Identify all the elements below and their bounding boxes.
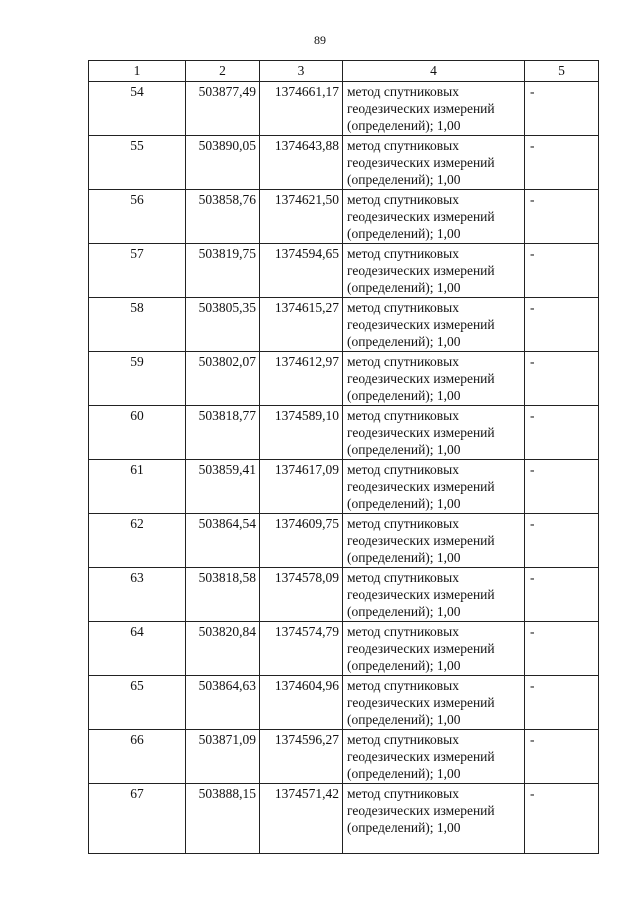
- table-row: [89, 298, 599, 352]
- note-cell: -: [525, 730, 599, 784]
- point-number-cell: 55: [89, 136, 186, 190]
- point-number-cell: 65: [89, 676, 186, 730]
- coordinate-x-cell: 503820,84: [186, 622, 260, 676]
- method-cell: метод спутниковых геодезических измерений (определений); 1,00: [343, 460, 525, 514]
- note-cell: -: [525, 460, 599, 514]
- coordinate-y-cell: 1374578,09: [260, 568, 343, 622]
- table-row: [89, 784, 599, 854]
- coordinate-x-cell: 503819,75: [186, 244, 260, 298]
- note-cell: -: [525, 784, 599, 854]
- note-cell: -: [525, 568, 599, 622]
- note-cell: -: [525, 190, 599, 244]
- coordinate-x-cell: 503864,63: [186, 676, 260, 730]
- table-row: [89, 676, 599, 730]
- method-cell: метод спутниковых геодезических измерений (определений); 1,00: [343, 622, 525, 676]
- coordinate-x-cell: 503859,41: [186, 460, 260, 514]
- coordinate-x-cell: 503890,05: [186, 136, 260, 190]
- table-header-row: [89, 61, 599, 82]
- method-cell: метод спутниковых геодезических измерений (определений); 1,00: [343, 298, 525, 352]
- method-cell: метод спутниковых геодезических измерений (определений); 1,00: [343, 730, 525, 784]
- coordinate-x-cell: 503818,58: [186, 568, 260, 622]
- point-number-cell: 64: [89, 622, 186, 676]
- note-cell: -: [525, 514, 599, 568]
- table-row: [89, 622, 599, 676]
- table-row: [89, 568, 599, 622]
- note-cell: -: [525, 244, 599, 298]
- column-header: 5: [525, 61, 599, 82]
- table-row: [89, 514, 599, 568]
- coordinate-y-cell: 1374661,17: [260, 82, 343, 136]
- coordinate-y-cell: 1374643,88: [260, 136, 343, 190]
- method-cell: метод спутниковых геодезических измерений (определений); 1,00: [343, 568, 525, 622]
- point-number-cell: 58: [89, 298, 186, 352]
- coordinate-x-cell: 503877,49: [186, 82, 260, 136]
- column-header: 2: [186, 61, 260, 82]
- column-header: 1: [89, 61, 186, 82]
- point-number-cell: 66: [89, 730, 186, 784]
- coordinate-y-cell: 1374615,27: [260, 298, 343, 352]
- note-cell: -: [525, 298, 599, 352]
- coordinate-x-cell: 503805,35: [186, 298, 260, 352]
- note-cell: -: [525, 136, 599, 190]
- point-number-cell: 54: [89, 82, 186, 136]
- note-cell: -: [525, 352, 599, 406]
- coordinate-y-cell: 1374574,79: [260, 622, 343, 676]
- point-number-cell: 60: [89, 406, 186, 460]
- method-cell: метод спутниковых геодезических измерений (определений); 1,00: [343, 82, 525, 136]
- coordinate-y-cell: 1374609,75: [260, 514, 343, 568]
- coordinates-table: [88, 60, 599, 854]
- table-row: [89, 244, 599, 298]
- note-cell: -: [525, 82, 599, 136]
- point-number-cell: 59: [89, 352, 186, 406]
- method-cell: метод спутниковых геодезических измерений (определений); 1,00: [343, 244, 525, 298]
- method-cell: метод спутниковых геодезических измерений (определений); 1,00: [343, 514, 525, 568]
- column-header: 3: [260, 61, 343, 82]
- table-row: [89, 460, 599, 514]
- coordinate-y-cell: 1374617,09: [260, 460, 343, 514]
- coordinate-y-cell: 1374612,97: [260, 352, 343, 406]
- note-cell: -: [525, 406, 599, 460]
- coordinate-y-cell: 1374621,50: [260, 190, 343, 244]
- coordinate-x-cell: 503858,76: [186, 190, 260, 244]
- coordinate-y-cell: 1374589,10: [260, 406, 343, 460]
- page-number: 89: [314, 33, 326, 47]
- coordinate-x-cell: 503888,15: [186, 784, 260, 854]
- point-number-cell: 57: [89, 244, 186, 298]
- method-cell: метод спутниковых геодезических измерений (определений); 1,00: [343, 352, 525, 406]
- coordinate-x-cell: 503818,77: [186, 406, 260, 460]
- coordinate-x-cell: 503871,09: [186, 730, 260, 784]
- point-number-cell: 63: [89, 568, 186, 622]
- method-cell: метод спутниковых геодезических измерений (определений); 1,00: [343, 136, 525, 190]
- column-header: 4: [343, 61, 525, 82]
- point-number-cell: 62: [89, 514, 186, 568]
- coordinate-y-cell: 1374596,27: [260, 730, 343, 784]
- coordinate-x-cell: 503802,07: [186, 352, 260, 406]
- note-cell: -: [525, 622, 599, 676]
- coordinate-y-cell: 1374594,65: [260, 244, 343, 298]
- note-cell: -: [525, 676, 599, 730]
- table-row: [89, 190, 599, 244]
- coordinate-y-cell: 1374604,96: [260, 676, 343, 730]
- method-cell: метод спутниковых геодезических измерений (определений); 1,00: [343, 676, 525, 730]
- table-row: [89, 406, 599, 460]
- coordinate-x-cell: 503864,54: [186, 514, 260, 568]
- point-number-cell: 56: [89, 190, 186, 244]
- point-number-cell: 61: [89, 460, 186, 514]
- coordinate-y-cell: 1374571,42: [260, 784, 343, 854]
- method-cell: метод спутниковых геодезических измерений (определений); 1,00: [343, 406, 525, 460]
- method-cell: метод спутниковых геодезических измерений (определений); 1,00: [343, 784, 525, 854]
- point-number-cell: 67: [89, 784, 186, 854]
- table-row: [89, 82, 599, 136]
- table-row: [89, 352, 599, 406]
- table-row: [89, 136, 599, 190]
- method-cell: метод спутниковых геодезических измерений (определений); 1,00: [343, 190, 525, 244]
- table-row: [89, 730, 599, 784]
